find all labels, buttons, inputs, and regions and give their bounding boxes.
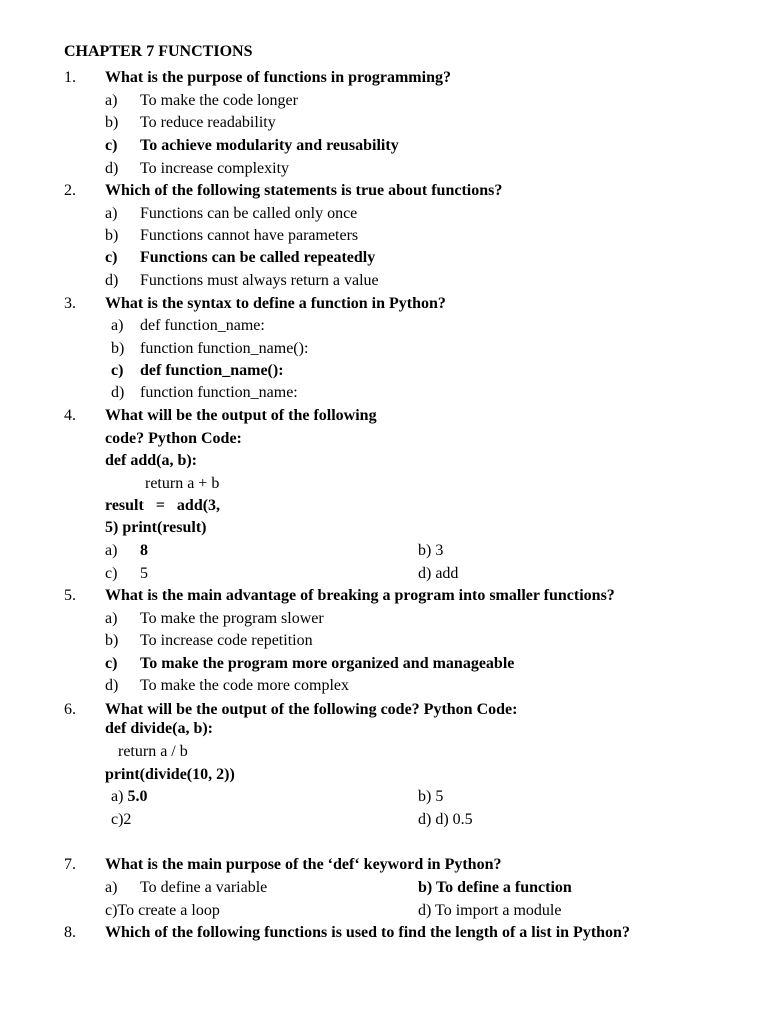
option-letter: b): [111, 340, 125, 357]
option-text: Functions must always return a value: [140, 272, 379, 289]
code-line: return a + b: [145, 475, 220, 492]
option-letter: a): [105, 542, 118, 559]
option-text-correct: def function_name():: [140, 362, 284, 379]
option-letter: d): [111, 384, 125, 401]
option-letter: c): [105, 565, 118, 582]
question-text: What is the main advantage of breaking a program into smaller functions?: [105, 587, 615, 604]
code-line: 5) print(result): [105, 519, 207, 536]
option-text-correct: b) To define a function: [418, 879, 572, 896]
option-letter: d): [105, 677, 119, 694]
option-text: d) To import a module: [418, 902, 562, 919]
question-number: 4.: [64, 407, 76, 424]
option-letter: a): [105, 205, 118, 222]
question-text: Which of the following functions is used to find the length of a list in Python?: [105, 924, 630, 941]
option-letter-correct: c): [105, 249, 118, 266]
option-letter: a): [105, 879, 118, 896]
option-text: Functions can be called only once: [140, 205, 358, 222]
option-letter-correct: c): [105, 655, 118, 672]
code-line: def add(a, b):: [105, 452, 198, 469]
option-text: Functions cannot have parameters: [140, 227, 359, 244]
question-text: What is the syntax to define a function in Python?: [105, 295, 446, 312]
question-number: 1.: [64, 69, 76, 86]
question-text: code? Python Code:: [105, 430, 242, 447]
option-letter: b): [105, 227, 119, 244]
code-line: return a / b: [118, 743, 188, 760]
question-number: 7.: [64, 856, 76, 873]
option-text: def function_name:: [140, 317, 265, 334]
option-text-correct: To make the program more organized and manageable: [140, 655, 515, 672]
option-text: To increase code repetition: [140, 632, 313, 649]
question-number: 3.: [64, 295, 76, 312]
option-text: To define a variable: [140, 879, 268, 896]
option-text: c)2: [111, 811, 132, 828]
question-number: 8.: [64, 924, 76, 941]
code-line: def divide(a, b):: [105, 720, 213, 737]
question-text: Which of the following statements is true about functions?: [105, 182, 503, 199]
option-letter: [111, 787, 147, 807]
option-letter: b): [105, 114, 119, 131]
question-text: What is the main purpose of the ‘def‘ keyword in Python?: [105, 856, 502, 873]
option-text-correct: To achieve modularity and reusability: [140, 137, 399, 154]
option-text-correct: Functions can be called repeatedly: [140, 249, 376, 266]
option-letter: d): [105, 272, 119, 289]
option-text: 5: [140, 565, 148, 582]
option-letter-label: a): [111, 788, 124, 805]
question-text: What will be the output of the following: [105, 407, 377, 424]
option-text: To make the code longer: [140, 92, 298, 109]
option-text-correct: 5.0: [127, 788, 148, 805]
option-text: b) 3: [418, 542, 444, 559]
option-text: function function_name():: [140, 340, 309, 357]
question-text: What will be the output of the following code? Python Code:: [105, 701, 518, 718]
option-text: To make the program slower: [140, 610, 324, 627]
option-letter-correct: c): [111, 362, 124, 379]
option-letter: b): [105, 632, 119, 649]
option-text: To make the code more complex: [140, 677, 350, 694]
option-text: d) d) 0.5: [418, 811, 473, 828]
code-line: result = add(3,: [105, 497, 221, 514]
option-letter: a): [105, 610, 118, 627]
option-text: function function_name:: [140, 384, 298, 401]
option-letter: a): [111, 317, 124, 334]
option-text: b) 5: [418, 788, 444, 805]
option-letter: a): [105, 92, 118, 109]
option-text: c)To create a loop: [105, 902, 220, 919]
question-number: 6.: [64, 701, 76, 718]
option-text: d) add: [418, 565, 459, 582]
question-text: What is the purpose of functions in programming?: [105, 69, 451, 86]
question-number: 2.: [64, 182, 76, 199]
option-text: To increase complexity: [140, 160, 290, 177]
code-line: print(divide(10, 2)): [105, 766, 235, 783]
option-letter: d): [105, 160, 119, 177]
question-number: 5.: [64, 587, 76, 604]
option-text-correct: 8: [140, 542, 148, 559]
option-text: To reduce readability: [140, 114, 276, 131]
option-letter-correct: c): [105, 137, 118, 154]
chapter-title: CHAPTER 7 FUNCTIONS: [64, 43, 253, 60]
